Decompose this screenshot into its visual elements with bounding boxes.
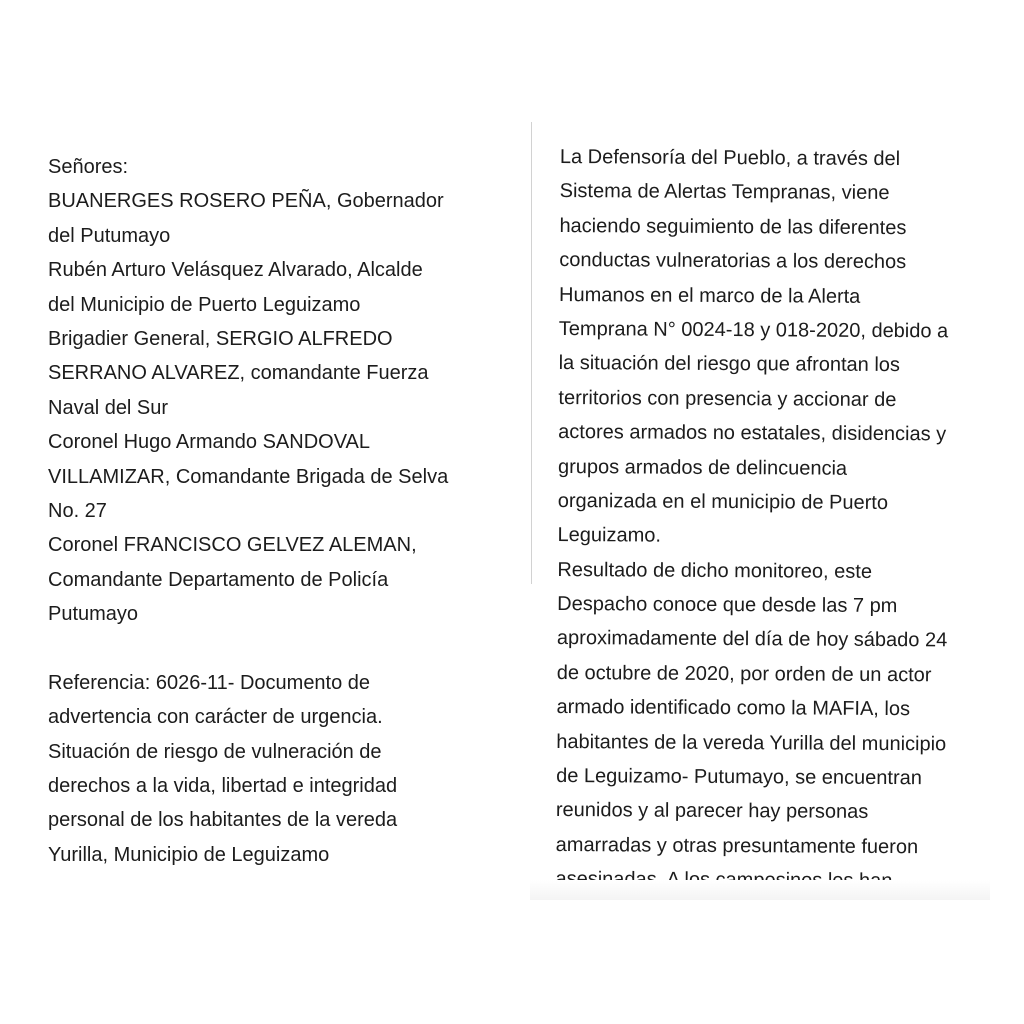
- text-line: BUANERGES ROSERO PEÑA, Gobernador: [48, 190, 444, 213]
- addressee-column: [48, 150, 518, 872]
- body-column: [555, 140, 1000, 899]
- text-line: Leguizamo.: [557, 524, 662, 547]
- reference-line: personal de los habitantes de la vereda: [48, 809, 398, 832]
- text-line: Señores:: [48, 156, 129, 178]
- reference-line: derechos a la vida, libertad e integridad: [48, 775, 398, 798]
- column-divider: [531, 122, 532, 584]
- text-line: Putumayo: [48, 603, 139, 626]
- text-line: actores armados no estatales, disidencias y: [558, 421, 947, 446]
- text-line: de Leguizamo- Putumayo, se encuentran: [556, 765, 922, 790]
- text-line: conductas vulneratorias a los derechos: [559, 249, 907, 274]
- reference-line: Yurilla, Municipio de Leguizamo: [48, 843, 330, 866]
- text-line: amarradas y otras presuntamente fueron: [555, 833, 919, 859]
- text-line: grupos armados de delincuencia: [557, 455, 848, 480]
- text-line: armado identificado como la MAFIA, los: [556, 696, 911, 721]
- text-line: haciendo seguimiento de las diferentes: [559, 214, 907, 239]
- text-line: del Municipio de Puerto Leguizamo: [48, 293, 361, 316]
- reference-block: [48, 666, 518, 872]
- text-line: de octubre de 2020, por orden de un actor: [556, 661, 932, 687]
- page-edge-shadow: [530, 880, 990, 900]
- paragraph-gap: [48, 631, 518, 665]
- text-line: No. 27: [48, 499, 107, 522]
- reference-line: Referencia: 6026-11- Documento de: [48, 671, 371, 694]
- text-line: Humanos en el marco de la Alerta: [558, 283, 861, 308]
- addressee-block: [48, 150, 518, 631]
- reference-line: Situación de riesgo de vulneración de: [48, 740, 382, 763]
- text-line: la situación del riesgo que afrontan los: [558, 352, 901, 377]
- reference-line: advertencia con carácter de urgencia.: [48, 706, 383, 729]
- text-line: Despacho conoce que desde las 7 pm: [557, 593, 898, 618]
- text-line: del Putumayo: [48, 224, 171, 247]
- text-line: Temprana N° 0024-18 y 018-2020, debido a: [558, 317, 949, 343]
- text-line: reunidos y al parecer hay personas: [555, 799, 869, 824]
- text-line: Sistema de Alertas Tempranas, viene: [559, 180, 890, 205]
- text-line: territorios con presencia y accionar de: [558, 386, 897, 411]
- text-line: Resultado de dicho monitoreo, este: [557, 558, 873, 583]
- text-line: SERRANO ALVAREZ, comandante Fuerza: [48, 362, 429, 385]
- text-line: Coronel Hugo Armando SANDOVAL: [48, 431, 371, 454]
- text-line: La Defensoría del Pueblo, a través del: [559, 145, 901, 171]
- text-line: organizada en el municipio de Puerto: [557, 489, 889, 514]
- text-line: aproximadamente del día de hoy sábado 24: [556, 627, 948, 652]
- text-line: Brigadier General, SERGIO ALFREDO: [48, 327, 393, 350]
- text-line: Rubén Arturo Velásquez Alvarado, Alcalde: [48, 259, 423, 282]
- text-line: VILLAMIZAR, Comandante Brigada de Selva: [48, 465, 449, 488]
- text-line: Coronel FRANCISCO GELVEZ ALEMAN,: [48, 534, 417, 557]
- text-line: Naval del Sur: [48, 396, 169, 419]
- text-line: Comandante Departamento de Policía: [48, 568, 389, 591]
- text-line: habitantes de la vereda Yurilla del municipio: [556, 730, 947, 756]
